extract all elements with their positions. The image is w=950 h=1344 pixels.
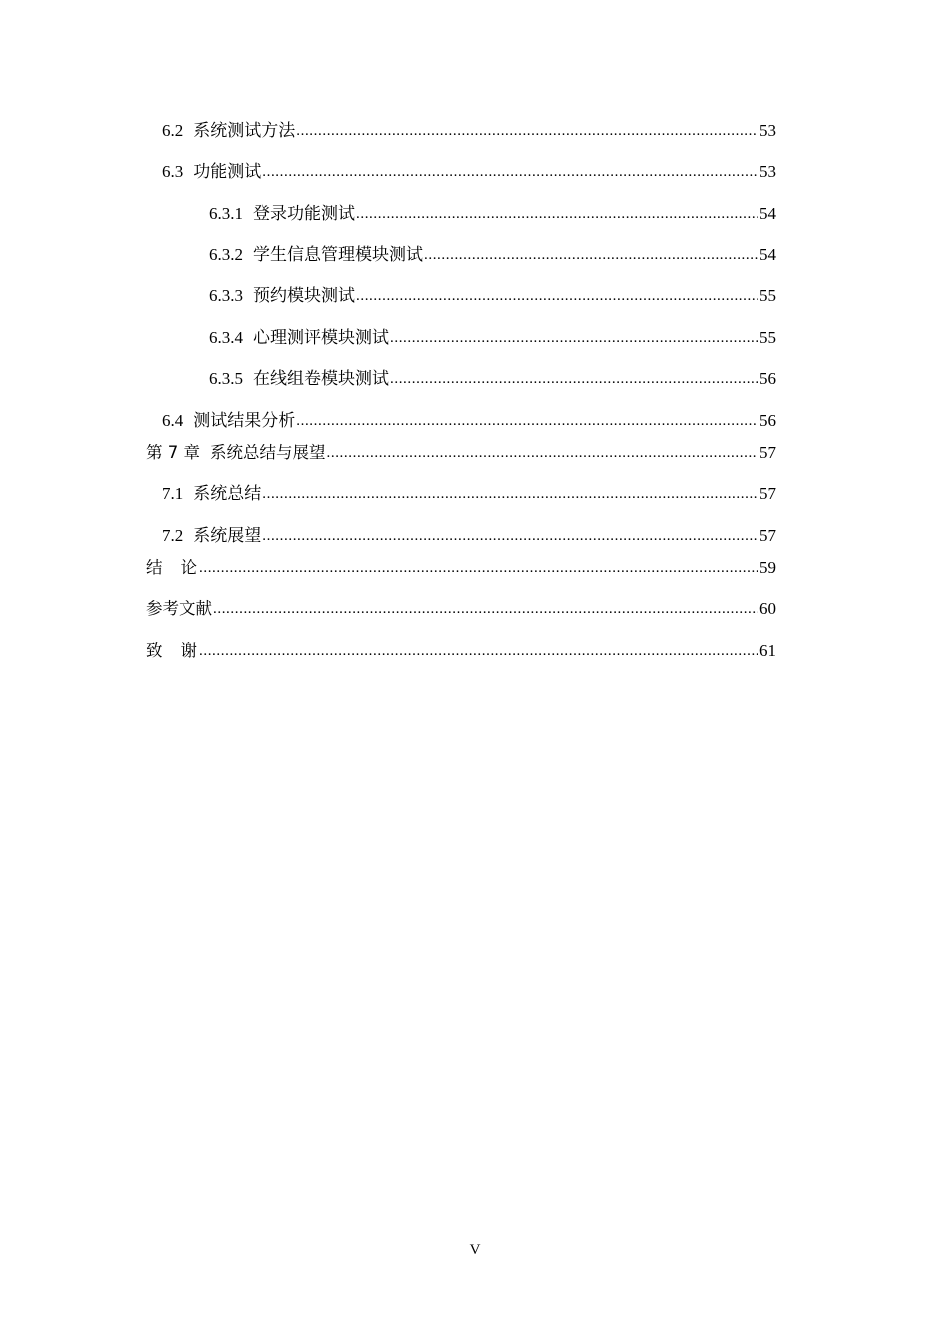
toc-entry-title: 结论: [146, 558, 215, 577]
toc-entry-number: 6.3: [162, 162, 184, 181]
toc-entry-number: 6.3.3: [209, 286, 243, 305]
toc-entry-page: 54: [759, 245, 776, 264]
toc-entry-6-3-1[interactable]: [209, 202, 776, 226]
toc-entry-page: 61: [759, 641, 776, 660]
toc-entry-title: 功能测试: [193, 162, 262, 181]
toc-entry-page: 53: [759, 121, 776, 140]
toc-dot-leader: [424, 243, 758, 267]
toc-dot-leader: [390, 326, 758, 350]
toc-entry-number: 6.3.4: [209, 328, 243, 347]
page-number: V: [469, 1242, 481, 1258]
toc-entry-title: 致谢: [146, 641, 215, 660]
toc-entry-7-1[interactable]: [162, 482, 776, 506]
toc-dot-leader: [327, 441, 759, 465]
toc-entry-page: 56: [759, 369, 776, 388]
toc-entry-number: 6.3.1: [209, 204, 243, 223]
toc-entry-references[interactable]: [146, 597, 776, 621]
toc-entry-number: 7.1: [162, 484, 184, 503]
toc-dot-leader: [199, 639, 758, 663]
toc-entry-page: 54: [759, 204, 776, 223]
toc-entry-number: 第 7 章: [146, 443, 200, 462]
toc-dot-leader: [296, 119, 758, 143]
toc-entry-title: 在线组卷模块测试: [253, 369, 389, 388]
toc-entry-chapter-7[interactable]: [146, 441, 776, 465]
toc-entry-page: 57: [759, 484, 776, 503]
toc-dot-leader: [356, 284, 758, 308]
toc-entry-6-2[interactable]: [162, 119, 776, 143]
toc-dot-leader: [390, 367, 758, 391]
toc-entry-number: 6.3.5: [209, 369, 243, 388]
toc-entry-title: 系统总结: [193, 484, 262, 503]
toc-entry-page: 60: [759, 599, 776, 618]
toc-entry-7-2[interactable]: [162, 524, 776, 548]
toc-entry-title: 参考文献: [146, 599, 212, 618]
toc-entry-title: 测试结果分析: [193, 411, 296, 430]
toc-entry-number: 6.3.2: [209, 245, 243, 264]
toc-entry-6-3-4[interactable]: [209, 326, 776, 350]
toc-entry-6-4[interactable]: [162, 409, 776, 433]
toc-entry-title: 系统展望: [193, 526, 262, 545]
toc-entry-title: 心理测评模块测试: [253, 328, 389, 347]
toc-entry-page: 55: [759, 328, 776, 347]
toc-entry-page: 55: [759, 286, 776, 305]
toc-dot-leader: [199, 556, 758, 580]
toc-entry-page: 53: [759, 162, 776, 181]
toc-entry-conclusion[interactable]: [146, 556, 776, 580]
toc-entry-acknowledgements[interactable]: [146, 639, 776, 663]
toc-entry-page: 56: [759, 411, 776, 430]
toc-dot-leader: [213, 597, 758, 621]
toc-dot-leader: [262, 524, 758, 548]
toc-entry-number: 6.4: [162, 411, 184, 430]
toc-entry-page: 57: [759, 443, 776, 462]
toc-entry-title: 系统总结与展望: [210, 443, 326, 462]
toc-entry-title: 预约模块测试: [253, 286, 355, 305]
toc-entry-page: 59: [759, 558, 776, 577]
toc-entry-title: 学生信息管理模块测试: [253, 245, 423, 264]
toc-entry-title: 系统测试方法: [193, 121, 296, 140]
toc-entry-title: 登录功能测试: [253, 204, 355, 223]
toc-entry-6-3-2[interactable]: [209, 243, 776, 267]
toc-entry-number: 6.2: [162, 121, 184, 140]
toc-entry-number: 7.2: [162, 526, 184, 545]
toc-dot-leader: [262, 160, 758, 184]
toc-entry-6-3-5[interactable]: [209, 367, 776, 391]
toc-dot-leader: [262, 482, 758, 506]
toc-entry-6-3[interactable]: [162, 160, 776, 184]
toc-dot-leader: [356, 202, 758, 226]
toc-entry-6-3-3[interactable]: [209, 284, 776, 308]
toc-dot-leader: [296, 409, 758, 433]
toc-entry-page: 57: [759, 526, 776, 545]
